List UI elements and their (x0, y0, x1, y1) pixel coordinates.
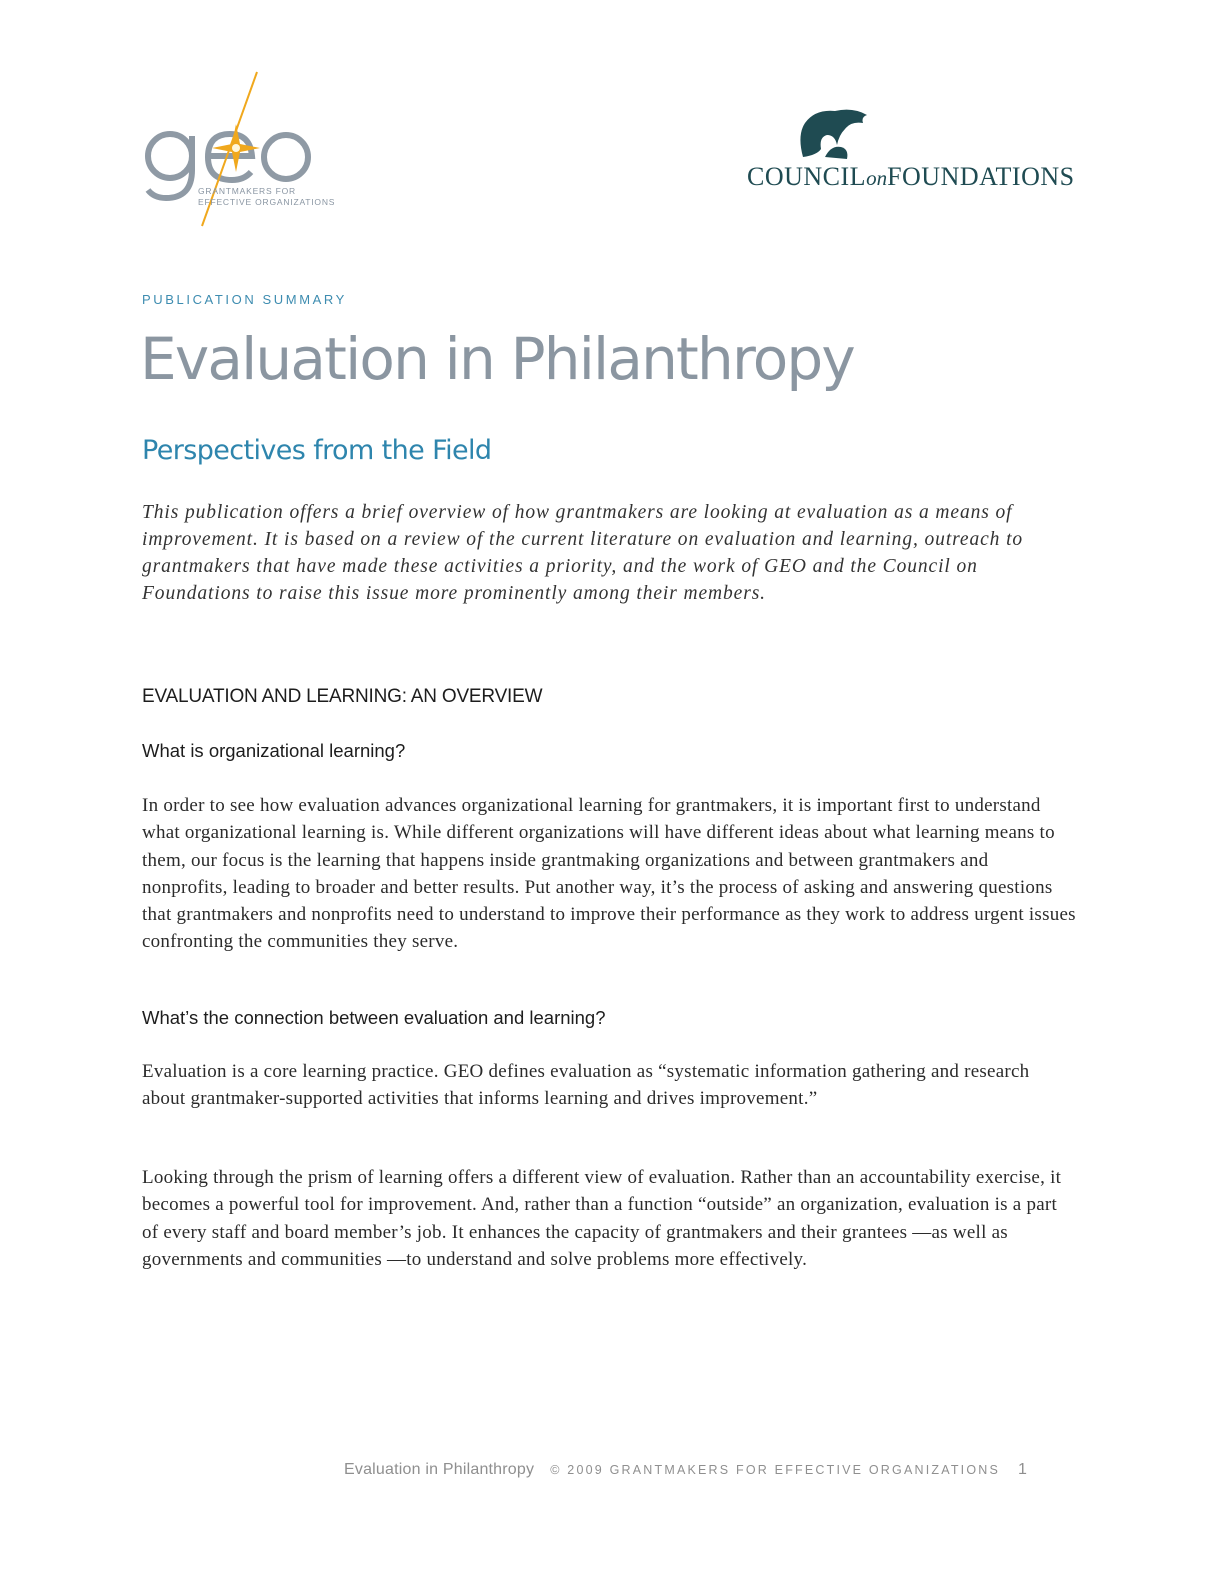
geo-tagline-line1: GRANTMAKERS FOR (198, 186, 296, 196)
publication-label: PUBLICATION SUMMARY (142, 292, 347, 307)
body-paragraph-1: In order to see how evaluation advances organizational learning for grantmakers, it is important first to understand what organizational learning is. While different organizations will have different ideas about what learning means to them, our focus is the learning that happens inside grantmaking organizations and between grantmakers and nonprofits, leading to broader and better results. Put another way, it’s the process of asking and answering questions that grantmakers and nonprofits need to understand to improve their performance as they work to address urgent issues confronting the communities they serve. (142, 795, 1076, 953)
cof-wordmark-council: COUNCIL (747, 162, 867, 191)
cof-wordmark-on: on (866, 166, 888, 190)
geo-tagline-line2: EFFECTIVE ORGANIZATIONS (198, 197, 336, 207)
section-heading: EVALUATION AND LEARNING: AN OVERVIEW (142, 686, 543, 707)
page-title: Evaluation in Philanthropy (140, 325, 854, 393)
page-subtitle: Perspectives from the Field (142, 435, 492, 466)
footer-title: Evaluation in Philanthropy (344, 1461, 535, 1478)
intro-paragraph: This publication offers a brief overview of how grantmakers are looking at evaluation as a means of improvement. It is based on a review of the current literature on evaluation and learning, outreach to grantmakers that have made these activities a priority, and the work of GEO and the Council on Foundations to raise this issue more prominently among their members. (142, 502, 1024, 604)
page-footer (344, 1461, 1027, 1479)
geo-tagline (198, 186, 335, 208)
footer-copyright: © 2009 GRANTMAKERS FOR EFFECTIVE ORGANIZATIONS (550, 1463, 1001, 1477)
cof-wordmark (747, 162, 1075, 192)
question-heading-2: What’s the connection between evaluation and learning? (142, 1007, 606, 1028)
cof-wordmark-foundations: FOUNDATIONS (887, 162, 1075, 191)
question-heading-1: What is organizational learning? (142, 740, 406, 761)
cof-emblem-icon (795, 105, 875, 160)
body-paragraph-3: Looking through the prism of learning offers a different view of evaluation. Rather than an accountability exercise, it becomes a powerful tool for improvement. And, rather than a function “outside” an organization, evaluation is a part of every staff and board member’s job. It enhances the capacity of grantmakers and their grantees —as well as governments and communities —to understand and solve problems more effectively. (142, 1167, 1062, 1270)
body-paragraph-2: Evaluation is a core learning practice. GEO defines evaluation as “systematic information gathering and research about grantmaker-supported activities that informs learning and drives improvement.” (142, 1061, 1030, 1110)
footer-page-number: 1 (1018, 1461, 1027, 1478)
